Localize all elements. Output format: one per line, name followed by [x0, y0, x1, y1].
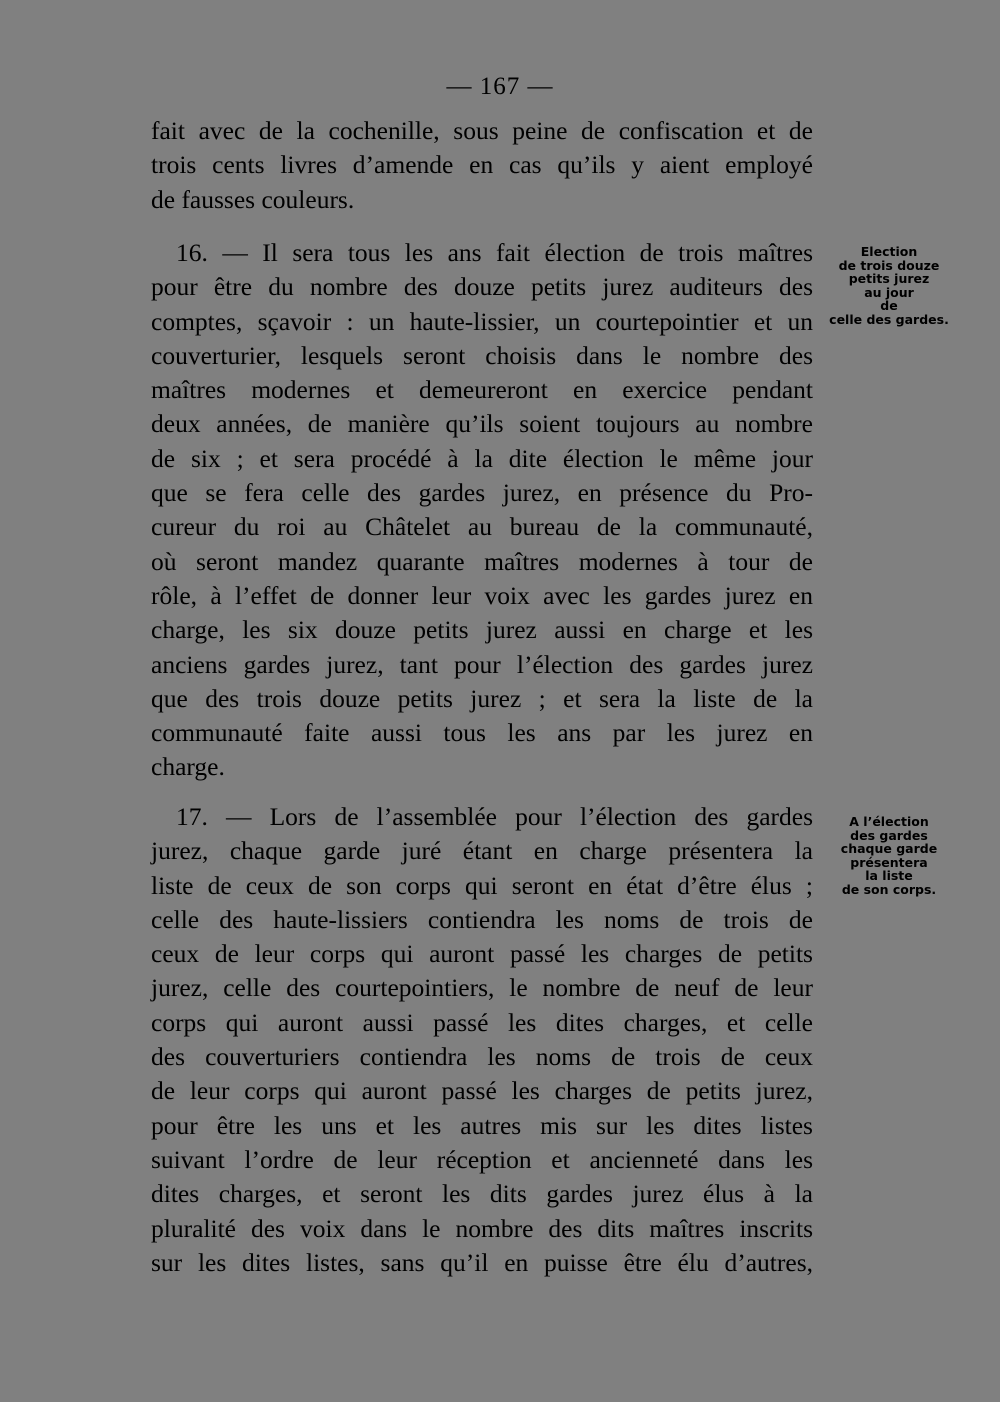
text-line: celle des haute-lissiers contiendra les noms de trois de — [151, 904, 813, 934]
text-line: deux années, de manière qu’ils soient toujours au nombre — [151, 409, 813, 439]
text-line: liste de ceux de son corps qui seront en état d’être élus ; — [151, 870, 813, 900]
text-line: anciens gardes jurez, tant pour l’élection des gardes jurez — [151, 649, 813, 679]
text-line: communauté faite aussi tous les ans par les jurez en — [151, 718, 813, 748]
text-line: sur les dites listes, sans qu’il en puisse être élu d’autres, — [151, 1247, 813, 1277]
text-line: de fausses couleurs. — [151, 184, 355, 214]
text-line: comptes, sçavoir : un haute-lissier, un courtepointier et un — [151, 306, 813, 336]
article-17-paragraph — [151, 800, 813, 1280]
text-line: fait avec de la cochenille, sous peine de confiscation et de — [151, 116, 813, 145]
margin-note-line: au jour — [864, 284, 914, 300]
text-line: jurez, chaque garde juré étant en charge présentera la — [151, 836, 813, 866]
text-line: suivant l’ordre de leur réception et ancienneté dans les — [151, 1144, 813, 1174]
text-line: rôle, à l’effet de donner leur voix avec les gardes jurez en — [151, 580, 813, 610]
text-line: de six ; et sera procédé à la dite élection le même jour — [151, 443, 813, 473]
text-line: pour être du nombre des douze petits jurez auditeurs des — [151, 272, 813, 302]
text-line: 17. — Lors de l’assemblée pour l’élection des gardes — [176, 802, 813, 831]
text-line: trois cents livres d’amende en cas qu’ils y aient employé — [151, 150, 813, 180]
article-16-paragraph — [151, 236, 813, 785]
margin-note-line: la liste — [865, 868, 913, 884]
margin-note-line: A l’élection — [849, 814, 929, 829]
text-line: dites charges, et seront les dits gardes jurez élus à la — [151, 1179, 813, 1209]
margin-note-article-16 — [826, 245, 952, 327]
margin-note-line: celle des gardes. — [829, 311, 949, 327]
text-line: charge. — [151, 752, 225, 782]
text-line: jurez, celle des courtepointiers, le nombre de neuf de leur — [151, 973, 813, 1003]
text-line: que se fera celle des gardes jurez, en présence du Pro- — [151, 478, 813, 508]
text-line: 16. — Il sera tous les ans fait élection de trois maîtres — [176, 238, 813, 267]
margin-note-article-17 — [826, 815, 952, 897]
text-line: où seront mandez quarante maîtres modernes à tour de — [151, 546, 813, 576]
text-line: corps qui auront aussi passé les dites charges, et celle — [151, 1007, 813, 1037]
page-number: — 167 — — [446, 73, 554, 100]
margin-note-line: petits jurez — [848, 271, 930, 287]
margin-note-line: de son corps. — [841, 881, 937, 897]
text-line: ceux de leur corps qui auront passé les charges de petits — [151, 939, 813, 969]
margin-note-line: de — [880, 298, 898, 314]
margin-note-line: de trois douze — [838, 257, 940, 273]
text-line: que des trois douze petits jurez ; et sera la liste de la — [151, 683, 813, 713]
text-line: pluralité des voix dans le nombre des dits maîtres inscrits — [151, 1213, 813, 1243]
text-line: de leur corps qui auront passé les charges de petits jurez, — [151, 1076, 813, 1106]
text-line: cureur du roi au Châtelet au bureau de la communauté, — [151, 512, 813, 542]
margin-note-line: Election — [860, 244, 918, 259]
text-line: des couverturiers contiendra les noms de trois de ceux — [151, 1042, 813, 1072]
text-line: couverturier, lesquels seront choisis dans le nombre des — [151, 340, 813, 370]
margin-note-line: des gardes — [850, 827, 928, 843]
text-line: maîtres modernes et demeureront en exercice pendant — [151, 375, 813, 405]
margin-note-line: présentera — [850, 854, 928, 870]
margin-note-line: chaque garde — [840, 841, 938, 857]
continuation-paragraph — [151, 114, 813, 217]
text-line: pour être les uns et les autres mis sur les dites listes — [151, 1110, 813, 1140]
text-line: charge, les six douze petits jurez aussi en charge et les — [151, 615, 813, 645]
